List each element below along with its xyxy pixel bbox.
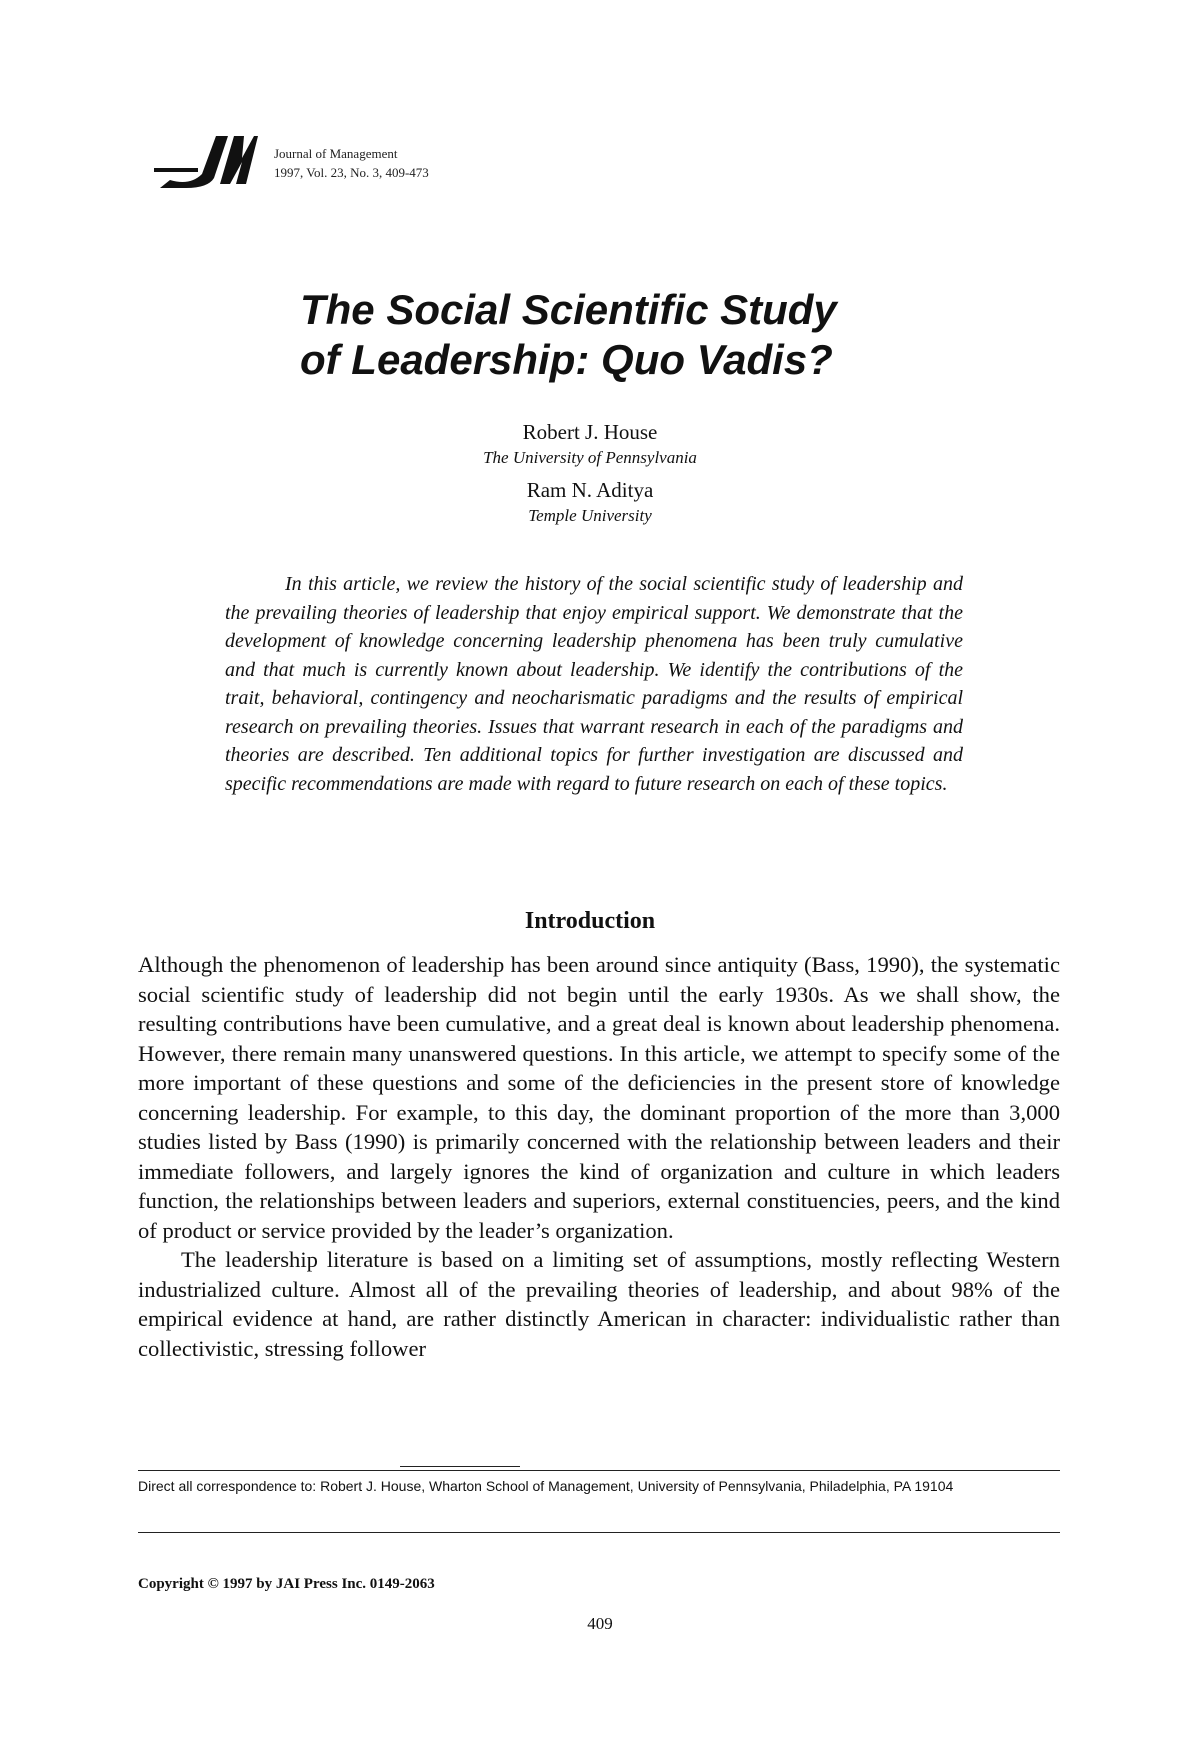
page-number: 409: [587, 1614, 613, 1633]
journal-citation: 1997, Vol. 23, No. 3, 409-473: [274, 165, 429, 180]
correspondence-footnote: Direct all correspondence to: Robert J. House, Wharton School of Management, University of Pennsylvania, Philadelphia, PA 19104: [138, 1478, 954, 1494]
author-affiliation: The University of Pennsylvania: [483, 448, 697, 467]
article-title: [300, 285, 940, 385]
section-heading-introduction: Introduction: [524, 908, 656, 934]
abstract: In this article, we review the history of the social scientific study of leadership and the prevailing theories of leadership that enjoy empirical support. We demonstrate that the development of knowledge concerning leadership phenomena has been truly cumulative and that much is currently known about leadership. We identify the contributions of the trait, behavioral, contingency and neocharismatic paradigms and the results of empirical research on prevailing theories. Issues that warrant research in each of the paradigms and theories are described. Ten additional topics for further investigation are discussed and specific recommendations are made with regard to future research on each of these topics.: [225, 573, 963, 795]
body-paragraph: The leadership literature is based on a limiting set of assumptions, mostly reflecting Western industrialized culture. Almost all of the prevailing theories of leadership, and about 98% of the empirical evidence at hand, are rather distinctly American in character: individualistic rather than collectivistic, stressing follower: [138, 1247, 1060, 1361]
journal-name: Journal of Management: [274, 146, 398, 161]
author-affiliation: Temple University: [528, 506, 652, 525]
copyright-notice: Copyright © 1997 by JAI Press Inc. 0149-2063: [138, 1576, 435, 1592]
footnote-separator: [400, 1466, 520, 1467]
journal-logo: [150, 128, 260, 188]
footnote-rule-top: [138, 1470, 1060, 1471]
introduction-body: [138, 950, 1060, 1363]
article-title-line-2: of Leadership: Quo Vadis?: [300, 336, 833, 383]
footnote-rule-bottom: [138, 1532, 1060, 1533]
author-block: [300, 418, 880, 534]
article-title-line-1: The Social Scientific Study: [300, 286, 837, 333]
body-paragraph: Although the phenomenon of leadership has been around since antiquity (Bass, 1990), the systematic social scientific study of leadership did not begin until the early 1930s. As we shall show, the resulting contributions have been cumulative, and a great deal is known about leadership phenomena. However, there remain many unanswered questions. In this article, we attempt to specify some of the more important of these questions and some of the deficiencies in the present store of knowledge concerning leadership. For example, to this day, the dominant proportion of the more than 3,000 studies listed by Bass (1990) is primarily concerned with the relationship between leaders and their immediate followers, and largely ignores the kind of organization and culture in which leaders function, the relationships between leaders and superiors, external constituencies, peers, and the kind of product or service provided by the leader’s organization.: [138, 952, 1060, 1243]
author-name: Robert J. House: [522, 420, 658, 444]
journal-info: [274, 144, 429, 182]
author-name: Ram N. Aditya: [526, 478, 654, 502]
